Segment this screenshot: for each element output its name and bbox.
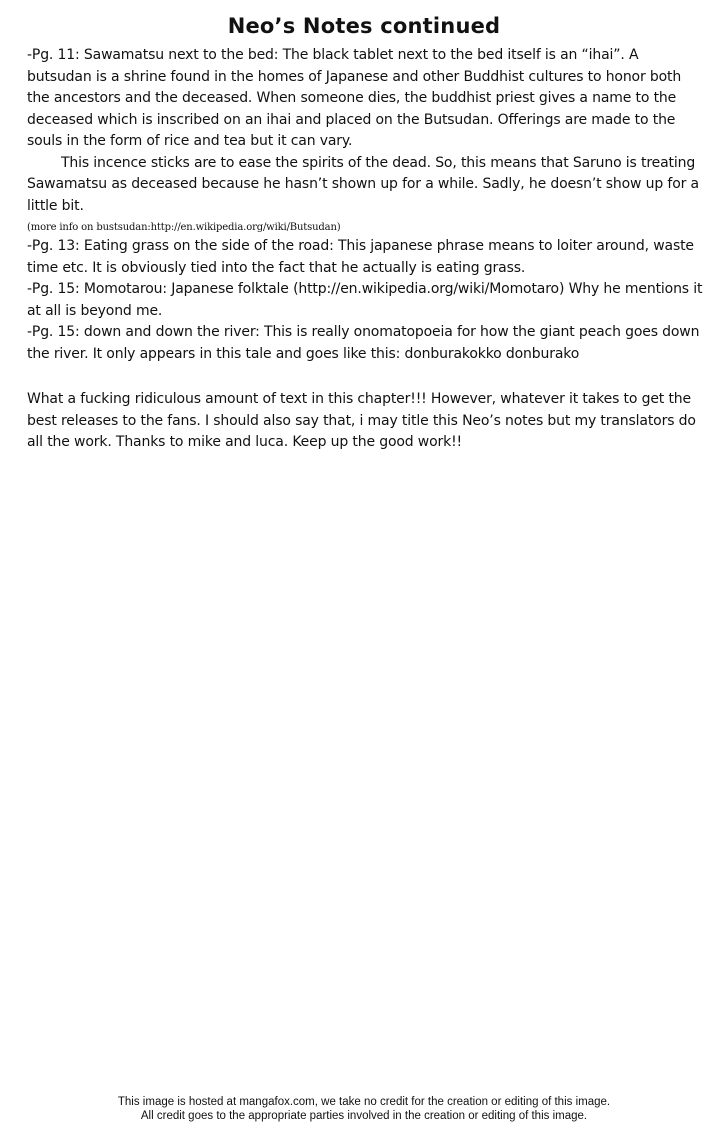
- note-pg11-ihai: -Pg. 11: Sawamatsu next to the bed: The black tablet next to the bed itself is an “ihai”. A butsudan is a shrine found in the homes of Japanese and other Buddhist cultures to honor both the ancestors and the deceased. When someone dies, the buddhist priest gives a name to the deceased which is inscribed on an ihai and placed on the Butsudan. Offerings are made to the souls in the form of rice and tea but it can vary.: [27, 47, 682, 149]
- notes-section: [27, 45, 707, 365]
- disclaimer-line-1: This image is hosted at mangafox.com, we take no credit for the creation or editing of this image.: [117, 1096, 611, 1108]
- disclaimer-line-2: All credit goes to the appropriate parties involved in the creation or editing of this image.: [140, 1110, 588, 1122]
- page-title: Neo’s Notes continued: [227, 14, 501, 38]
- closing-message: What a fucking ridiculous amount of text in this chapter!!! However, whatever it takes to get the best releases to the fans. I should also say that, i may title this Neo’s notes but my translators do all the work. Thanks to mike and luca. Keep up the good work!!: [27, 391, 696, 450]
- hosting-disclaimer: [0, 1095, 728, 1123]
- note-pg15-river: -Pg. 15: down and down the river: This is really onomatopoeia for how the giant peach goes down the river. It only appears in this tale and goes like this: donburakokko donburako: [27, 324, 700, 362]
- note-butsudan-reference: (more info on bustsudan:http://en.wikipedia.org/wiki/Butsudan): [27, 222, 341, 233]
- note-pg11-incense: This incence sticks are to ease the spirits of the dead. So, this means that Saruno is treating Sawamatsu as deceased because he hasn’t shown up for a while. Sadly, he doesn’t show up for a little bit.: [27, 154, 699, 214]
- note-pg13-grass: -Pg. 13: Eating grass on the side of the road: This japanese phrase means to loiter around, waste time etc. It is obviously tied into the fact that he actually is eating grass.: [27, 238, 694, 276]
- note-pg15-momotarou: -Pg. 15: Momotarou: Japanese folktale (http://en.wikipedia.org/wiki/Momotaro) Why he mentions it at all is beyond me.: [27, 281, 703, 319]
